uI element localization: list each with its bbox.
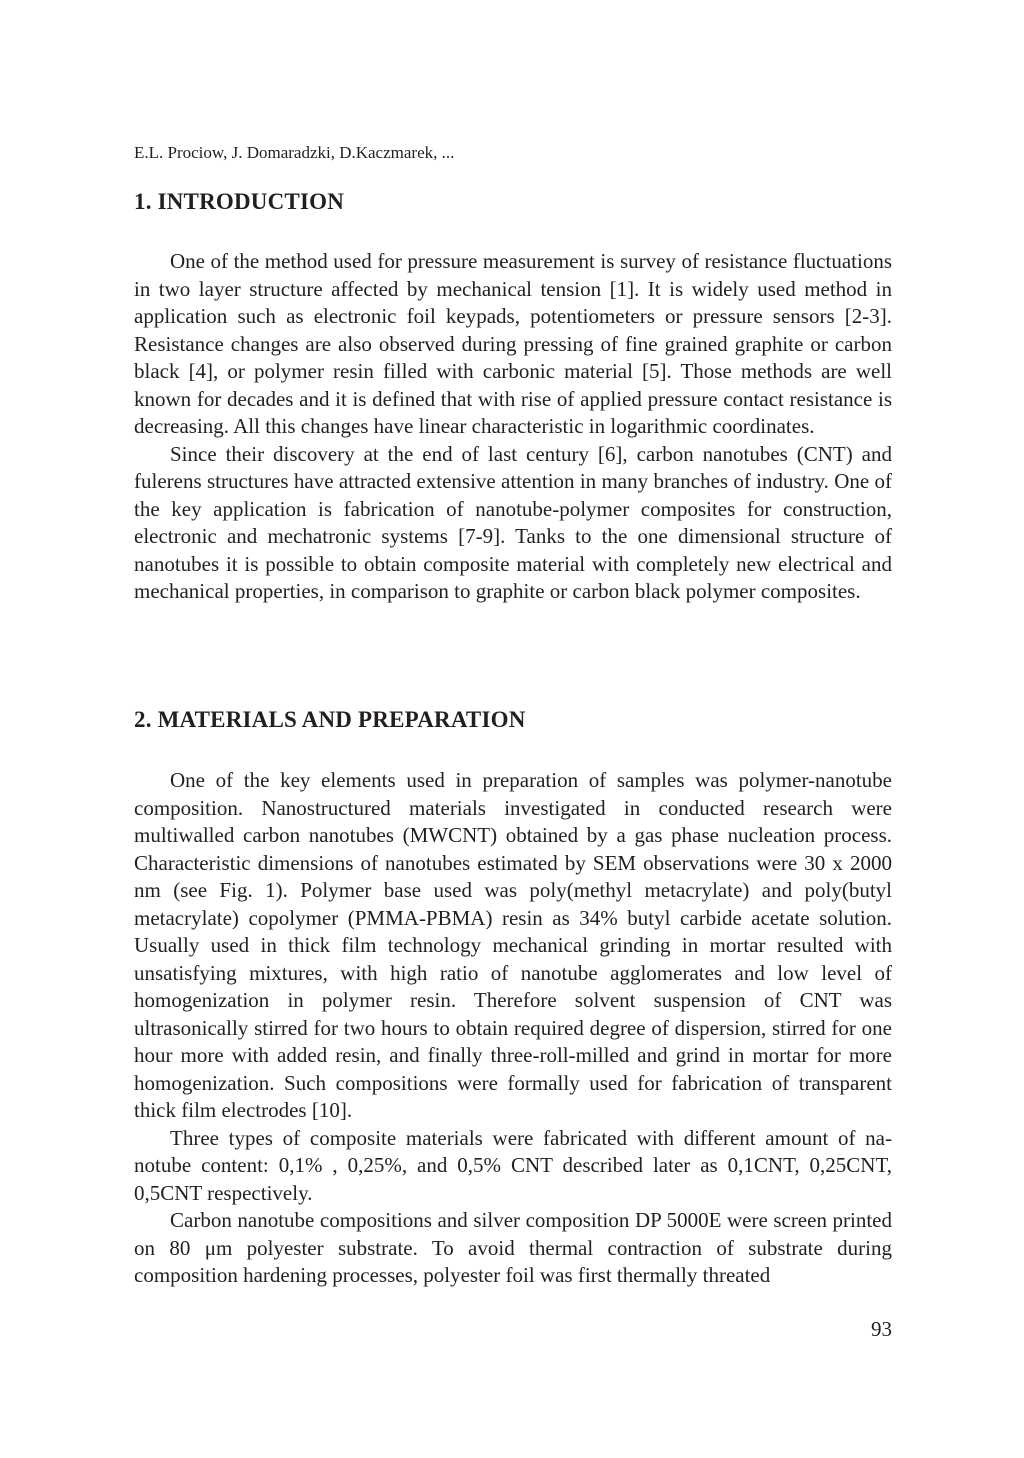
page — [134, 0, 892, 1458]
running-head: E.L. Prociow, J. Domaradzki, D.Kaczmarek, ... — [134, 143, 455, 162]
paragraph: Three types of composite materials were fabricated with different amount of nanotube content: 0,1% , 0,25%, and 0,5% CNT described later as 0,1CNT, 0,25CNT, 0,5CNT respectively. — [134, 1125, 892, 1205]
materials-body — [134, 767, 892, 1290]
section-heading-materials: 2. MATERIALS AND PREPARATION — [134, 707, 526, 732]
paragraph: One of the key elements used in preparation of samples was polymer-nanotube composition. Nanostructured materials investigated in conducted research were multiwalled carbon nanotubes (MWCNT) obtained by a gas phase nucleation process. Characteristic dimensions of nanotubes estimated by SEM observations were 30 x 2000 nm (see Fig. 1). Polymer base used was poly(methyl metacrylate) and poly(butyl metacrylate) copolymer (PMMA-PBMA) resin as 34% butyl carbide acetate solution. Usually used in thick film technology mechanical grinding in mortar resulted with unsatisfying mixtures, with high ratio of nanotube agglomerates and low level of homogenization in polymer resin. Therefore solvent suspension of CNT was ultrasonically stirred for two hours to obtain required degree of dispersion, stirred for one hour more with added resin, and finally three-roll-milled and grind in mortar for more homogenization. Such compositions were formally used for fabrication of transparent thick film electrodes [10]. — [134, 768, 892, 1122]
introduction-body — [134, 248, 892, 606]
page-number: 93 — [871, 1317, 892, 1341]
section-heading-introduction: 1. INTRODUCTION — [134, 189, 345, 214]
paragraph: Carbon nanotube compositions and silver composition DP 5000E were screen printed on 80 μm polyester substrate. To avoid thermal contraction of substrate during composition hardening processes, polyester foil was first thermally threated — [134, 1208, 892, 1287]
paragraph: One of the method used for pressure measurement is survey of resistance fluctuations in two layer structure affected by mechanical tension [1]. It is widely used method in application such as electronic foil keypads, potentiometers or pressure sensors [2-3]. Resistance changes are also observed during pressing of fine grained graphite or carbon black [4], or polymer resin filled with carbonic material [5]. Those methods are well known for decades and it is defined that with rise of applied pressure contact resistance is decreasing. All this changes have linear characteristic in logarithmic coordinates. — [134, 249, 892, 438]
paragraph: Since their discovery at the end of last century [6], carbon nanotubes (CNT) and fulerens structures have attracted extensive attention in many branches of industry. One of the key application is fabrication of nanotube-polymer composites for construction, electronic and mechatronic systems [7-9]. Tanks to the one dimensional structure of nanotubes it is possible to obtain composite material with completely new electrical and mechanical properties, in comparison to graphite or carbon black polymer composites. — [134, 441, 892, 603]
